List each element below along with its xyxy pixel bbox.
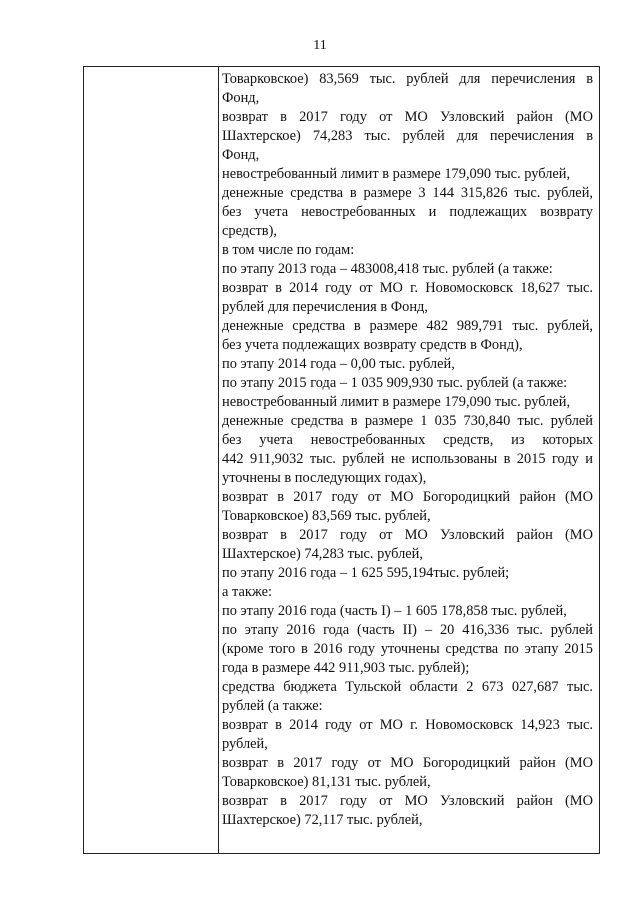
text-line: возврат в 2014 году от МО г. Новомосковск 14,923 тыс. [222,717,593,733]
text-line: Фонд, [222,147,260,163]
text-line: Фонд, [222,90,260,106]
text-line: возврат в 2014 году от МО г. Новомосковск 18,627 тыс. [222,280,593,296]
text-line: по этапу 2013 года – 483008,418 тыс. рублей (а также: [222,261,553,277]
text-line: денежные средства в размере 3 144 315,826 тыс. рублей, [222,185,593,201]
text-line: по этапу 2014 года – 0,00 тыс. рублей, [222,356,455,372]
text-line: (кроме того в 2016 году уточнены средства по этапу 2015 [222,641,593,657]
text-line: рублей (а также: [222,698,323,714]
text-line: в том числе по годам: [222,242,355,258]
text-line: Товарковское) 83,569 тыс. рублей для перечисления в [222,71,593,87]
text-line: Товарковское) 81,131 тыс. рублей, [222,774,431,790]
text-line: Товарковское) 83,569 тыс. рублей, [222,508,431,524]
page-number: 11 [313,38,327,53]
text-line: рублей, [222,736,268,752]
text-line: невостребованный лимит в размере 179,090 тыс. рублей, [222,166,571,182]
text-line: Шахтерское) 72,117 тыс. рублей, [222,812,423,828]
text-line: Шахтерское) 74,283 тыс. рублей для перечисления в [222,128,593,144]
text-line: по этапу 2016 года (часть I) – 1 605 178,858 тыс. рублей, [222,603,567,619]
text-line: года в размере 442 911,903 тыс. рублей); [222,660,470,676]
text-line: рублей для перечисления в Фонд, [222,299,428,315]
text-line: уточнены в последующих годах), [222,470,427,486]
text-line: возврат в 2017 году от МО Узловский район (МО [222,527,593,543]
text-line: средств), [222,223,277,239]
text-line: невостребованный лимит в размере 179,090 тыс. рублей, [222,394,571,410]
text-line: без учета невостребованных и подлежащих возврату [222,204,593,220]
table-left-cell [84,67,219,853]
text-line: без учета подлежащих возврату средств в Фонд), [222,337,523,353]
text-line: 442 911,9032 тыс. рублей не использованы в 2015 году и [222,451,593,467]
table-right-cell [219,67,599,853]
text-line: по этапу 2015 года – 1 035 909,930 тыс. рублей (а также: [222,375,568,391]
text-line: без учета невостребованных средств, из которых [222,432,593,448]
text-line: возврат в 2017 году от МО Богородицкий район (МО [222,489,593,505]
text-line: по этапу 2016 года – 1 625 595,194тыс. рублей; [222,565,510,581]
document-table [83,66,600,854]
text-line: возврат в 2017 году от МО Богородицкий район (МО [222,755,593,771]
text-line: денежные средства в размере 482 989,791 тыс. рублей, [222,318,593,334]
text-line: по этапу 2016 года (часть II) – 20 416,336 тыс. рублей [222,622,593,638]
text-line: возврат в 2017 году от МО Узловский район (МО [222,793,593,809]
text-line: Шахтерское) 74,283 тыс. рублей, [222,546,423,562]
text-line: возврат в 2017 году от МО Узловский район (МО [222,109,593,125]
text-line: средства бюджета Тульской области 2 673 027,687 тыс. [222,679,593,695]
text-line: денежные средства в размере 1 035 730,840 тыс. рублей [222,413,593,429]
text-line: а также: [222,584,272,600]
